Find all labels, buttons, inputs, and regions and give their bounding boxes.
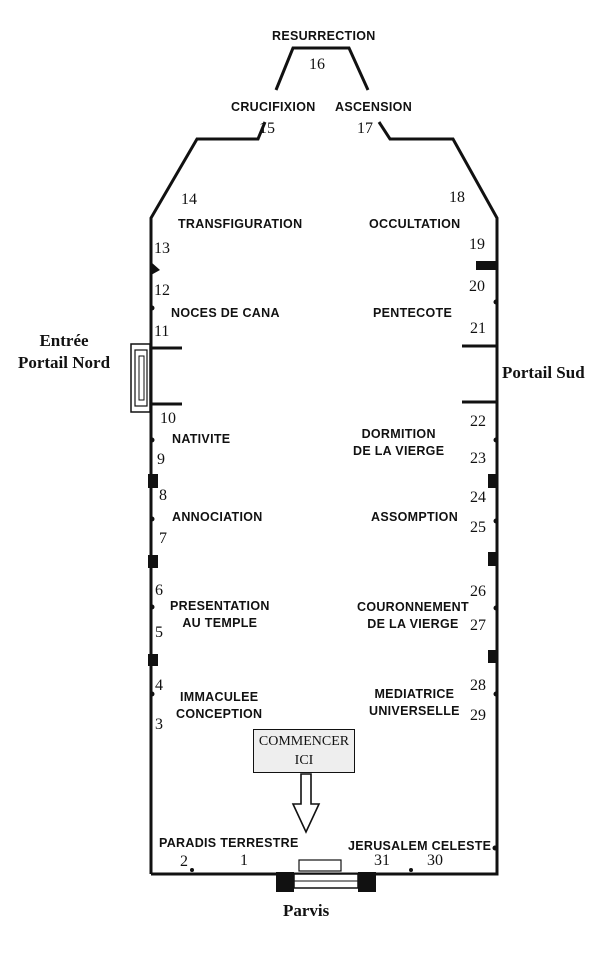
station-number: 12 — [154, 282, 170, 299]
scene-mediatrice-line-2: UNIVERSELLE — [369, 704, 460, 718]
scene-presentation-line-1: PRESENTATION — [170, 599, 270, 613]
scene-couronnement-line-1: COURONNEMENT — [357, 600, 469, 614]
scene-dormition — [353, 426, 444, 460]
start-arrow — [293, 774, 319, 832]
scene-pentecote: PENTECOTE — [373, 306, 453, 320]
station-number: 3 — [155, 716, 163, 733]
station-number: 28 — [470, 677, 486, 694]
start-line-2: ICI — [294, 753, 314, 768]
station-number: 17 — [357, 120, 373, 137]
scene-transfiguration: TRANSFIGURATION — [178, 217, 303, 231]
station-number: 16 — [309, 56, 325, 73]
scene-occultation: OCCULTATION — [369, 217, 461, 231]
station-number: 19 — [469, 236, 485, 253]
scene-mediatrice-line-1: MEDIATRICE — [374, 687, 455, 701]
scene-nativite: NATIVITE — [172, 432, 231, 446]
station-number: 26 — [470, 583, 486, 600]
start-line-1: COMMENCER — [258, 734, 350, 749]
scene-couronnement-line-2: DE LA VIERGE — [367, 617, 459, 631]
station-number: 21 — [470, 320, 486, 337]
station-number: 27 — [470, 617, 486, 634]
scene-immaculee — [176, 689, 262, 723]
scene-mediatrice — [369, 686, 460, 720]
scene-immaculee-line-2: CONCEPTION — [176, 707, 263, 721]
station-number: 15 — [259, 120, 275, 137]
station-number: 4 — [155, 677, 163, 694]
station-number: 14 — [181, 191, 197, 208]
station-number: 18 — [449, 189, 465, 206]
scene-presentation — [170, 598, 270, 632]
station-number: 10 — [160, 410, 176, 427]
scene-dormition-line-1: DORMITION — [361, 427, 436, 441]
wall-pillars — [148, 261, 499, 872]
north-entrance-label — [8, 330, 120, 374]
station-number: 6 — [155, 582, 163, 599]
north-portal — [131, 344, 182, 412]
scene-jerusalem-celeste: JERUSALEM CELESTE — [348, 839, 492, 853]
station-number: 8 — [159, 487, 167, 504]
station-number: 1 — [240, 852, 248, 869]
station-number: 23 — [470, 450, 486, 467]
station-number: 11 — [154, 323, 170, 340]
scene-immaculee-line-1: IMMACULEE — [179, 690, 259, 704]
north-entrance-line-2: Portail Nord — [17, 353, 111, 372]
station-number: 22 — [470, 413, 486, 430]
scene-resurrection: RESURRECTION — [272, 29, 376, 43]
scene-annociation: ANNOCIATION — [172, 510, 263, 524]
parvis-label: Parvis — [283, 901, 330, 920]
south-entrance-label: Portail Sud — [502, 363, 585, 382]
station-number: 25 — [470, 519, 486, 536]
scene-paradis-terrestre: PARADIS TERRESTRE — [159, 836, 299, 850]
north-entrance-line-1: Entrée — [39, 331, 89, 350]
station-number: 29 — [470, 707, 486, 724]
scene-noces-de-cana: NOCES DE CANA — [171, 306, 280, 320]
station-number: 9 — [157, 451, 165, 468]
scene-crucifixion: CRUCIFIXION — [231, 100, 316, 114]
scene-ascension: ASCENSION — [335, 100, 413, 114]
scene-assomption: ASSOMPTION — [371, 510, 459, 524]
station-number: 31 — [374, 852, 390, 869]
station-number: 2 — [180, 853, 188, 870]
station-number: 7 — [159, 530, 167, 547]
scene-couronnement — [357, 599, 469, 633]
south-portal — [462, 346, 497, 402]
station-number: 30 — [427, 852, 443, 869]
station-number: 20 — [469, 278, 485, 295]
scene-presentation-line-2: AU TEMPLE — [182, 616, 258, 630]
station-number: 24 — [470, 489, 486, 506]
main-doorway — [276, 860, 376, 892]
start-here-box[interactable] — [253, 729, 355, 773]
station-number: 5 — [155, 624, 163, 641]
station-number: 13 — [154, 240, 170, 257]
scene-dormition-line-2: DE LA VIERGE — [353, 444, 445, 458]
